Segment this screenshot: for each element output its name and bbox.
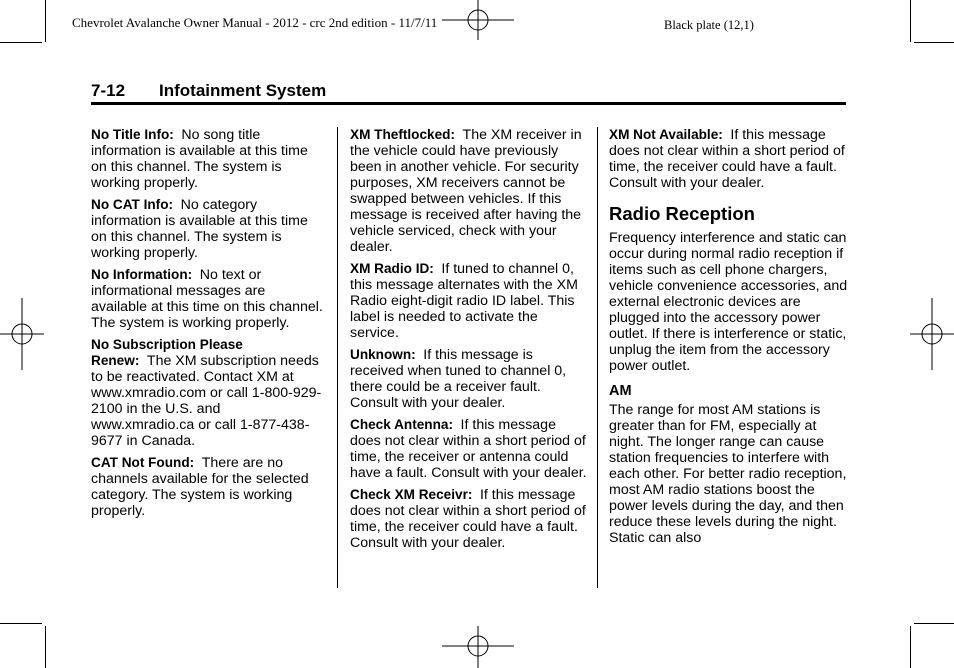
message-term: XM Not Available:	[609, 127, 723, 142]
crop-mark	[914, 42, 954, 43]
section-header	[91, 80, 846, 105]
message-term: Unknown:	[350, 347, 416, 362]
message-text: If this message is received when tuned to channel 0, there could be a receiver fault. Consult with your dealer.	[350, 347, 567, 411]
registration-mark-icon	[442, 0, 514, 44]
column-divider	[597, 127, 598, 588]
crop-mark	[45, 0, 46, 42]
column-2	[350, 127, 590, 557]
page-number: 7-12	[91, 81, 126, 100]
message-term: XM Radio ID:	[350, 261, 434, 276]
radio-reception-text: Frequency interference and static can occur during normal radio reception if items such as cell phone chargers, vehicle convenience accessories, and external electronic devices are plugged into the accessory power outlet. If there is interference or static, unplug the item from the accessory power outlet.	[609, 230, 848, 374]
message-entry	[350, 417, 590, 481]
message-entry	[91, 127, 324, 191]
registration-mark-icon	[910, 298, 954, 370]
message-text: The XM receiver in the vehicle could have previously been in another vehicle. For security purposes, XM receivers cannot be swapped between vehicles. If this message is received after having the vehicle serviced, check with your dealer.	[350, 127, 582, 255]
message-text: If this message does not clear within a short period of time, the receiver could have a fault. Consult with your dealer.	[609, 127, 845, 191]
message-term: CAT Not Found:	[91, 455, 195, 470]
message-term: No Title Info:	[91, 127, 174, 142]
message-text: No text or informational messages are available at this time on this channel. The system is working properly.	[91, 267, 323, 331]
message-text: If this message does not clear within a short period of time, the receiver could have a fault. Consult with your dealer.	[350, 487, 586, 551]
am-text: The range for most AM stations is greater than for FM, especially at night. The longer range can cause station frequencies to interfere with each other. For better radio reception, most AM radio stations boost the power levels during the day, and then reduce these levels during the night. Static can also	[609, 402, 847, 546]
message-entry	[350, 261, 590, 341]
column-3	[609, 127, 849, 552]
message-entry	[91, 197, 324, 261]
message-term: Check XM Receivr:	[350, 487, 473, 502]
section-title: Infotainment System	[159, 81, 327, 100]
crop-mark	[0, 623, 42, 624]
plate-label: Black plate (12,1)	[664, 18, 754, 32]
radio-reception-heading: Radio Reception	[609, 203, 755, 224]
registration-mark-icon	[0, 298, 44, 370]
message-text: No song title information is available at this time on this channel. The system is working properly.	[91, 127, 308, 191]
message-entry	[609, 127, 849, 191]
message-term: No CAT Info:	[91, 197, 174, 212]
registration-mark-icon	[442, 624, 514, 668]
crop-mark	[910, 626, 911, 668]
message-term: No Information:	[91, 267, 193, 282]
message-entry	[91, 455, 324, 519]
column-1	[91, 127, 324, 525]
running-header: Chevrolet Avalanche Owner Manual - 2012 - crc 2nd edition - 11/7/11	[72, 15, 438, 30]
message-text: If this message does not clear within a short period of time, the receiver or antenna could have a fault. Consult with your dealer.	[350, 417, 587, 481]
message-term: No Subscription Please Renew:	[91, 337, 243, 368]
message-term: XM Theftlocked:	[350, 127, 455, 142]
message-entry	[350, 487, 590, 551]
message-entry	[91, 267, 324, 331]
crop-mark	[914, 623, 954, 624]
message-entry	[91, 337, 324, 449]
message-text: If tuned to channel 0, this message alternates with the XM Radio eight-digit radio ID label. This label is needed to activate the service.	[350, 261, 578, 341]
am-heading: AM	[609, 383, 632, 399]
message-text: No category information is available at this time on this channel. The system is working properly.	[91, 197, 308, 261]
message-entry	[350, 347, 590, 411]
message-term: Check Antenna:	[350, 417, 453, 432]
crop-mark	[0, 42, 42, 43]
message-text: The XM subscription needs to be reactivated. Contact XM at www.xmradio.com or call 1-800-929-2100 in the U.S. and www.xmradio.ca or call 1-877-438-9677 in Canada.	[91, 353, 322, 449]
column-divider	[337, 127, 338, 588]
crop-mark	[45, 626, 46, 668]
message-text: There are no channels available for the selected category. The system is working properly.	[91, 455, 309, 519]
message-entry	[350, 127, 590, 255]
crop-mark	[910, 0, 911, 42]
